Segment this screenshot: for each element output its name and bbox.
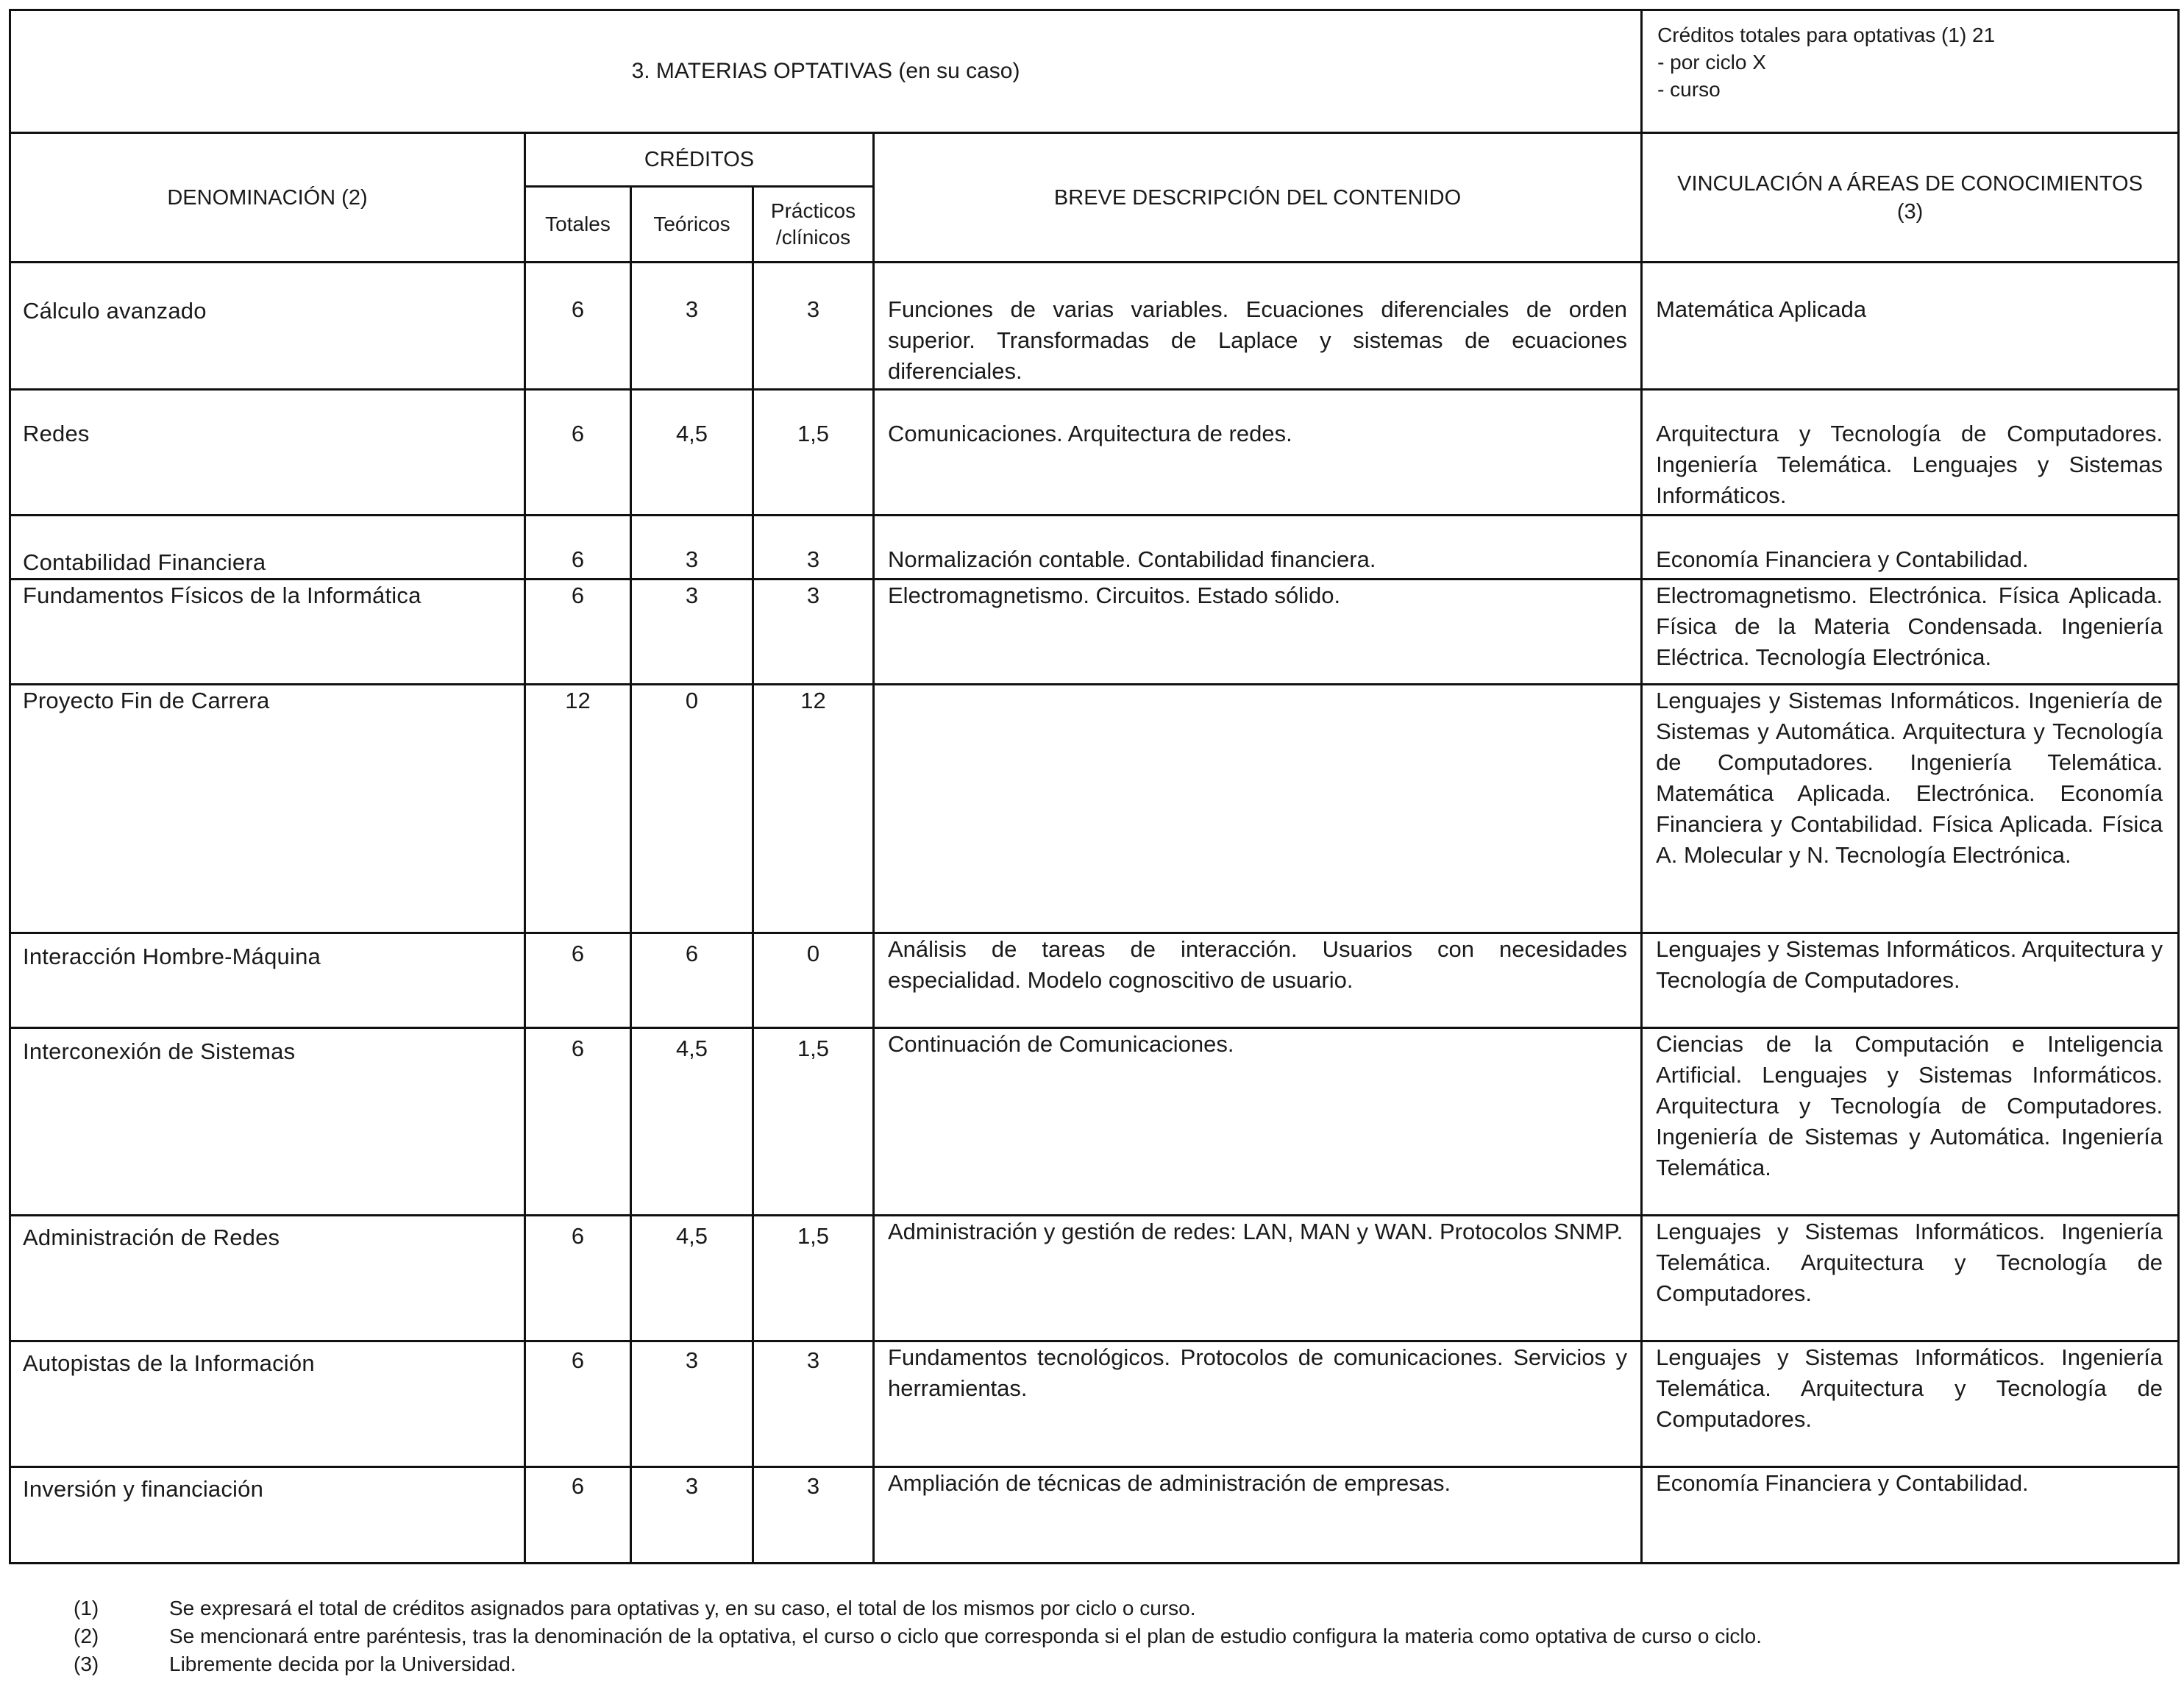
subject-name: Inversión y financiación xyxy=(23,1476,264,1502)
footnote-text: Se expresará el total de créditos asignados para optativas y, en su caso, el total de los mismos por ciclo o curso. xyxy=(169,1597,1196,1619)
col-header-vinculacion-label: VINCULACIÓN A ÁREAS DE CONOCIMIENTOS xyxy=(1677,171,2143,196)
credits-teoricos-cell xyxy=(631,390,753,516)
footnotes xyxy=(74,1594,1762,1678)
credits-practicos-cell xyxy=(753,1216,874,1341)
credits-totales-cell xyxy=(525,516,631,580)
col-header-practicos-line2: /clínicos xyxy=(775,226,851,249)
credits-teoricos-cell xyxy=(631,263,753,390)
content-description: Electromagnetismo. Circuitos. Estado sólido. xyxy=(888,582,1341,608)
subject-name: Redes xyxy=(23,421,90,446)
credits-totales: 12 xyxy=(565,688,591,713)
subject-name: Fundamentos Físicos de la Informática xyxy=(23,582,421,608)
table-row xyxy=(10,390,2179,516)
credits-teoricos-cell xyxy=(631,1467,753,1564)
table-body xyxy=(10,263,2179,1564)
content-description-cell xyxy=(874,516,1642,580)
credits-totales: 6 xyxy=(571,1473,585,1499)
credits-practicos-cell xyxy=(753,580,874,685)
header-row-1 xyxy=(10,133,2179,187)
footnote-1 xyxy=(74,1594,1762,1622)
col-header-vinculacion xyxy=(1642,133,2179,263)
subject-name-cell xyxy=(10,1028,525,1216)
knowledge-areas-cell xyxy=(1642,685,2179,933)
subject-name: Proyecto Fin de Carrera xyxy=(23,688,270,713)
credits-totales-cell xyxy=(525,1467,631,1564)
knowledge-areas-cell xyxy=(1642,1467,2179,1564)
footnote-mark: (3) xyxy=(74,1653,99,1675)
content-description: Comunicaciones. Arquitectura de redes. xyxy=(888,421,1292,446)
credits-totales: 6 xyxy=(571,582,585,608)
credits-total-box xyxy=(1642,10,2179,133)
credits-totales-cell xyxy=(525,685,631,933)
credits-totales: 6 xyxy=(571,546,585,572)
table-row xyxy=(10,1341,2179,1467)
knowledge-areas: Lenguajes y Sistemas Informáticos. Ingeniería Telemática. Arquitectura y Tecnología de Computadores. xyxy=(1656,1344,2163,1432)
credits-totales-cell xyxy=(525,933,631,1028)
subject-name: Autopistas de la Información xyxy=(23,1350,315,1376)
table-row xyxy=(10,1028,2179,1216)
credits-practicos-cell xyxy=(753,933,874,1028)
subject-name-cell xyxy=(10,1341,525,1467)
content-description: Funciones de varias variables. Ecuaciones diferenciales de orden superior. Transformadas de Laplace y sistemas de ecuaciones diferenciales. xyxy=(888,296,1628,384)
credits-teoricos: 4,5 xyxy=(675,1036,708,1061)
footnote-2 xyxy=(74,1622,1762,1650)
credits-practicos: 3 xyxy=(806,1473,820,1499)
credits-teoricos-cell xyxy=(631,516,753,580)
table-row xyxy=(10,263,2179,390)
optional-subjects-table xyxy=(9,9,2180,1564)
table-row xyxy=(10,933,2179,1028)
table-row xyxy=(10,1216,2179,1341)
footnote-text: Libremente decida por la Universidad. xyxy=(169,1653,516,1675)
content-description: Administración y gestión de redes: LAN, MAN y WAN. Protocolos SNMP. xyxy=(888,1219,1623,1244)
credits-totales: 6 xyxy=(571,296,585,322)
subject-name-cell xyxy=(10,933,525,1028)
knowledge-areas: Electromagnetismo. Electrónica. Física Aplicada. Física de la Materia Condensada. Ingeniería Eléctrica. Tecnología Electrónica. xyxy=(1656,582,2163,670)
knowledge-areas: Lenguajes y Sistemas Informáticos. Ingeniería de Sistemas y Automática. Arquitectura y Tecnología de Computadores. Ingeniería Telemática. Matemática Aplicada. Electrónica. Economía Financiera y Contabilidad. Física Aplicada. Física A. Molecular y N. Tecnología Electrónica. xyxy=(1656,688,2163,868)
content-description: Análisis de tareas de interacción. Usuarios con necesidades especialidad. Modelo cognoscitivo de usuario. xyxy=(888,936,1628,993)
footnote-3 xyxy=(74,1650,1762,1678)
credits-totales-cell xyxy=(525,1341,631,1467)
credits-practicos: 1,5 xyxy=(797,421,830,446)
col-header-descripcion: BREVE DESCRIPCIÓN DEL CONTENIDO xyxy=(874,133,1642,263)
credits-teoricos-cell xyxy=(631,933,753,1028)
credits-totales-cell xyxy=(525,263,631,390)
content-description-cell xyxy=(874,1028,1642,1216)
credits-practicos: 3 xyxy=(806,546,820,572)
table-row xyxy=(10,1467,2179,1564)
credits-totales: 6 xyxy=(571,1223,585,1249)
credits-practicos-cell xyxy=(753,1341,874,1467)
footnote-mark: (1) xyxy=(74,1597,99,1619)
knowledge-areas-cell xyxy=(1642,580,2179,685)
knowledge-areas: Lenguajes y Sistemas Informáticos. Arquitectura y Tecnología de Computadores. xyxy=(1656,936,2163,993)
table-row xyxy=(10,516,2179,580)
credits-teoricos-cell xyxy=(631,1028,753,1216)
credits-totales-cell xyxy=(525,1028,631,1216)
content-description-cell xyxy=(874,1467,1642,1564)
title-row xyxy=(10,10,2179,133)
content-description-cell xyxy=(874,1341,1642,1467)
credits-practicos: 0 xyxy=(806,941,820,966)
subject-name-cell xyxy=(10,685,525,933)
knowledge-areas: Lenguajes y Sistemas Informáticos. Ingeniería Telemática. Arquitectura y Tecnología de Computadores. xyxy=(1656,1219,2163,1306)
content-description-cell xyxy=(874,1216,1642,1341)
content-description-cell xyxy=(874,685,1642,933)
col-header-creditos: CRÉDITOS xyxy=(525,133,874,187)
section-title: 3. MATERIAS OPTATIVAS (en su caso) xyxy=(10,10,1642,133)
content-description-cell xyxy=(874,580,1642,685)
credits-teoricos: 4,5 xyxy=(675,421,708,446)
knowledge-areas-cell xyxy=(1642,1028,2179,1216)
subject-name-cell xyxy=(10,580,525,685)
credits-totales: 6 xyxy=(571,1036,585,1061)
credits-totales-cell xyxy=(525,580,631,685)
table-row xyxy=(10,580,2179,685)
credits-totales: 6 xyxy=(571,421,585,446)
credits-totales-cell xyxy=(525,1216,631,1341)
credits-practicos-cell xyxy=(753,1028,874,1216)
optional-subjects-sheet xyxy=(9,9,2177,1675)
credits-curso-line: - curso xyxy=(1657,78,1721,101)
knowledge-areas-cell xyxy=(1642,1341,2179,1467)
credits-practicos-cell xyxy=(753,685,874,933)
col-header-vinculacion-ref: (3) xyxy=(1896,199,1924,224)
credits-practicos: 1,5 xyxy=(797,1036,830,1061)
table-row xyxy=(10,685,2179,933)
content-description-cell xyxy=(874,390,1642,516)
knowledge-areas: Economía Financiera y Contabilidad. xyxy=(1656,1470,2029,1496)
subject-name: Contabilidad Financiera xyxy=(23,549,266,575)
knowledge-areas-cell xyxy=(1642,1216,2179,1341)
knowledge-areas-cell xyxy=(1642,516,2179,580)
content-description-cell xyxy=(874,933,1642,1028)
credits-practicos-cell xyxy=(753,263,874,390)
subject-name-cell xyxy=(10,516,525,580)
content-description-cell xyxy=(874,263,1642,390)
col-header-totales: Totales xyxy=(525,187,631,263)
knowledge-areas-cell xyxy=(1642,390,2179,516)
credits-practicos-cell xyxy=(753,1467,874,1564)
knowledge-areas: Arquitectura y Tecnología de Computadores. Ingeniería Telemática. Lenguajes y Sistemas Informáticos. xyxy=(1656,421,2163,508)
col-header-denominacion: DENOMINACIÓN (2) xyxy=(10,133,525,263)
credits-total-line: Créditos totales para optativas (1) 21 xyxy=(1657,24,1996,46)
subject-name: Interconexión de Sistemas xyxy=(23,1038,296,1064)
subject-name: Interacción Hombre-Máquina xyxy=(23,944,321,969)
knowledge-areas: Matemática Aplicada xyxy=(1656,296,1867,322)
credits-teoricos-cell xyxy=(631,1341,753,1467)
content-description: Fundamentos tecnológicos. Protocolos de comunicaciones. Servicios y herramientas. xyxy=(888,1344,1628,1401)
footnote-mark: (2) xyxy=(74,1625,99,1647)
credits-teoricos-cell xyxy=(631,1216,753,1341)
subject-name-cell xyxy=(10,390,525,516)
credits-teoricos: 3 xyxy=(685,1347,699,1373)
subject-name-cell xyxy=(10,1216,525,1341)
subject-name-cell xyxy=(10,1467,525,1564)
knowledge-areas: Economía Financiera y Contabilidad. xyxy=(1656,546,2029,572)
col-header-practicos-line1: Prácticos xyxy=(770,199,856,222)
credits-practicos: 3 xyxy=(806,1347,820,1373)
subject-name: Administración de Redes xyxy=(23,1225,280,1250)
col-header-practicos xyxy=(753,187,874,263)
credits-teoricos: 3 xyxy=(685,296,699,322)
subject-name-cell xyxy=(10,263,525,390)
col-header-teoricos: Teóricos xyxy=(631,187,753,263)
knowledge-areas: Ciencias de la Computación e Inteligencia Artificial. Lenguajes y Sistemas Informáticos. Arquitectura y Tecnología de Computadores. Ingeniería de Sistemas y Automática. Ingeniería Telemática. xyxy=(1656,1031,2163,1180)
content-description: Ampliación de técnicas de administración de empresas. xyxy=(888,1470,1451,1496)
credits-teoricos: 3 xyxy=(685,546,699,572)
credits-ciclo-line: - por ciclo X xyxy=(1657,51,1766,74)
credits-practicos: 1,5 xyxy=(797,1223,830,1249)
knowledge-areas-cell xyxy=(1642,933,2179,1028)
credits-teoricos: 6 xyxy=(685,941,699,966)
subject-name: Cálculo avanzado xyxy=(23,298,207,324)
credits-teoricos: 0 xyxy=(685,688,699,713)
credits-practicos: 12 xyxy=(800,688,826,713)
credits-practicos: 3 xyxy=(806,296,820,322)
knowledge-areas-cell xyxy=(1642,263,2179,390)
credits-totales: 6 xyxy=(571,941,585,966)
credits-totales: 6 xyxy=(571,1347,585,1373)
credits-teoricos: 4,5 xyxy=(675,1223,708,1249)
credits-practicos: 3 xyxy=(806,582,820,608)
credits-totales-cell xyxy=(525,390,631,516)
credits-practicos-cell xyxy=(753,516,874,580)
footnote-text: Se mencionará entre paréntesis, tras la denominación de la optativa, el curso o ciclo que corresponda si el plan de estudio configura la materia como optativa de curso o ciclo. xyxy=(169,1625,1762,1647)
credits-practicos-cell xyxy=(753,390,874,516)
credits-teoricos-cell xyxy=(631,685,753,933)
credits-teoricos: 3 xyxy=(685,582,699,608)
credits-teoricos: 3 xyxy=(685,1473,699,1499)
credits-teoricos-cell xyxy=(631,580,753,685)
content-description: Normalización contable. Contabilidad financiera. xyxy=(888,546,1376,572)
content-description: Continuación de Comunicaciones. xyxy=(888,1031,1234,1057)
